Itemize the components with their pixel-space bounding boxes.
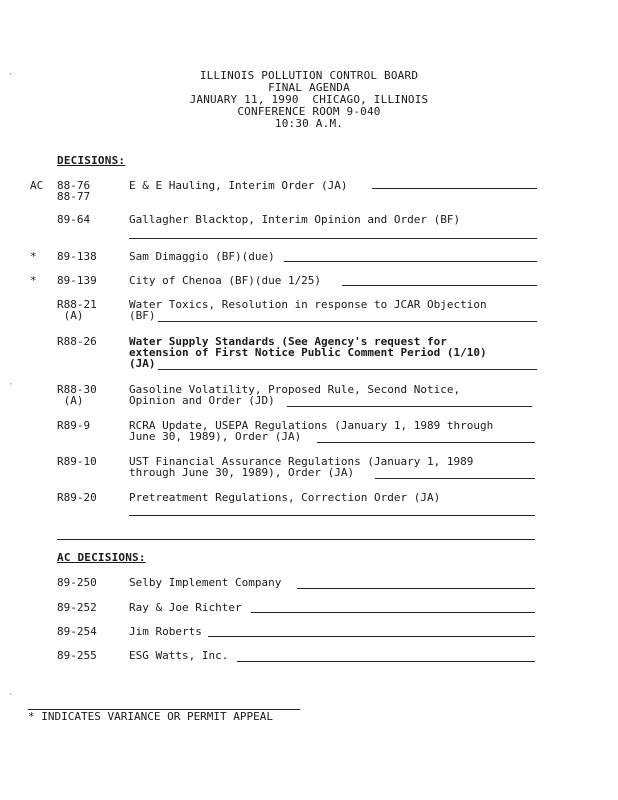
case-number: 89-138 <box>57 250 97 263</box>
signature-line <box>297 588 535 589</box>
case-description: UST Financial Assurance Regulations (January 1, 1989 through June 30, 1989), Order (JA) <box>129 455 474 479</box>
case-number: 89-139 <box>57 274 97 287</box>
case-number: 88-76 88-77 <box>57 179 91 203</box>
variance-asterisk: * <box>30 250 37 263</box>
agenda-title: FINAL AGENDA <box>268 81 350 94</box>
footnote: * INDICATES VARIANCE OR PERMIT APPEAL <box>28 710 274 723</box>
item-mark: AC <box>30 179 44 192</box>
case-number: R89-20 <box>57 491 97 504</box>
case-number: R89-10 <box>57 455 97 468</box>
case-description: City of Chenoa (BF)(due 1/25) <box>129 274 322 287</box>
variance-asterisk: * <box>30 274 37 287</box>
case-description: E & E Hauling, Interim Order (JA) <box>129 179 348 192</box>
signature-line <box>317 442 535 443</box>
agenda-room: CONFERENCE ROOM 9-040 <box>237 105 381 118</box>
case-description: Ray & Joe Richter <box>129 601 242 614</box>
signature-line <box>342 285 537 286</box>
board-name: ILLINOIS POLLUTION CONTROL BOARD <box>199 69 419 82</box>
signature-line <box>208 636 535 637</box>
decisions-heading: DECISIONS: <box>57 154 126 167</box>
case-number: R88-21 (A) <box>57 298 97 322</box>
case-description: Gasoline Volatility, Proposed Rule, Second Notice, Opinion and Order (JD) <box>129 383 461 407</box>
case-number: R89-9 <box>57 419 91 432</box>
case-number: 89-254 <box>57 625 97 638</box>
agenda-time: 10:30 A.M. <box>274 117 344 130</box>
case-description: Jim Roberts <box>129 625 202 638</box>
scan-speck: · <box>8 380 14 390</box>
signature-line <box>129 238 537 239</box>
case-description: RCRA Update, USEPA Regulations (January 1, 1989 through June 30, 1989), Order (JA) <box>129 419 494 443</box>
case-description: Pretreatment Regulations, Correction Order (JA) <box>129 491 441 504</box>
case-description: Water Supply Standards (See Agency's request for extension of First Notice Public Comment Period (1/10) (JA) <box>129 335 487 370</box>
scan-speck: · <box>8 690 14 700</box>
case-number: 89-255 <box>57 649 97 662</box>
signature-line <box>375 478 535 479</box>
agenda-date-location: JANUARY 11, 1990 CHICAGO, ILLINOIS <box>189 93 429 106</box>
signature-line <box>237 661 535 662</box>
signature-line <box>129 515 535 516</box>
case-description: Sam Dimaggio (BF)(due) <box>129 250 275 263</box>
case-description: ESG Watts, Inc. <box>129 649 229 662</box>
case-number: 89-252 <box>57 601 97 614</box>
scan-speck: · <box>8 70 14 80</box>
section-divider <box>57 539 535 540</box>
signature-line <box>158 369 537 370</box>
case-description: Selby Implement Company <box>129 576 282 589</box>
case-number: 89-64 <box>57 213 91 226</box>
signature-line <box>284 261 537 262</box>
case-number: R88-30 (A) <box>57 383 97 407</box>
case-description: Gallagher Blacktop, Interim Opinion and Order (BF) <box>129 213 461 226</box>
case-number: 89-250 <box>57 576 97 589</box>
signature-line <box>158 321 537 322</box>
case-description: Water Toxics, Resolution in response to JCAR Objection (BF) <box>129 298 487 322</box>
signature-line <box>287 406 532 407</box>
case-number: R88-26 <box>57 335 97 348</box>
ac-decisions-heading: AC DECISIONS: <box>57 551 146 564</box>
signature-line <box>251 612 535 613</box>
signature-line <box>372 188 537 189</box>
